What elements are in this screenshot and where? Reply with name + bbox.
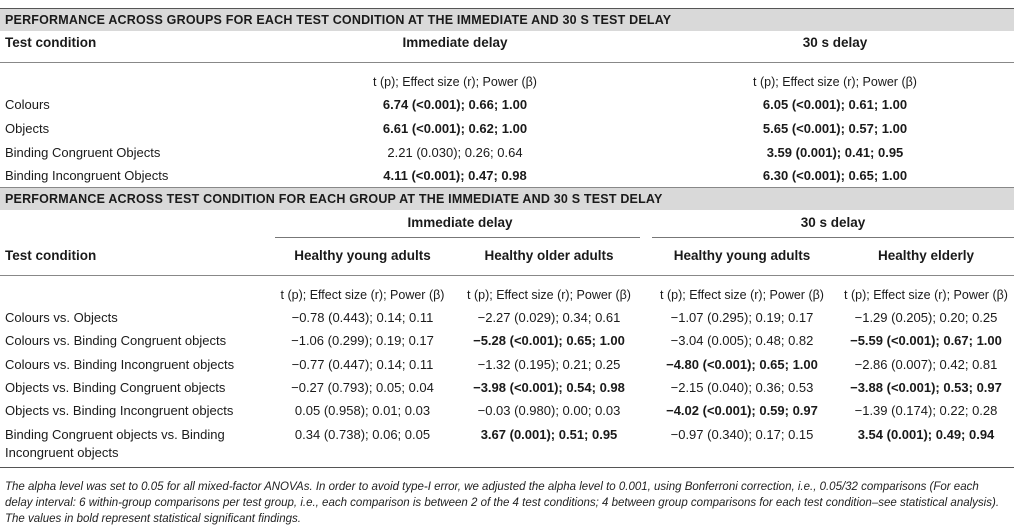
s1-row-30s: 6.05 (<0.001); 0.61; 1.00 [762,97,908,112]
s2-cell: −5.59 (<0.001); 0.67; 1.00 [850,333,1002,348]
s2-cell: −1.32 (0.195); 0.21; 0.25 [477,357,621,372]
s2-cell: 3.67 (0.001); 0.51; 0.95 [480,427,618,442]
s2-row-label: Colours vs. Objects [5,310,118,325]
s2-cell: −0.77 (0.447); 0.14; 0.11 [291,357,434,372]
s2-stat-header: t (p); Effect size (r); Power (β) [844,288,1008,302]
s2-row-label: Objects vs. Binding Congruent objects [5,380,226,395]
s1-row-label: Colours [5,97,50,112]
s2-col-test-condition: Test condition [5,248,97,263]
table-bottom-rule [0,467,1014,468]
s2-group-header: Healthy elderly [877,248,975,263]
s1-row-label: Binding Incongruent Objects [5,168,169,183]
s2-stat-header: t (p); Effect size (r); Power (β) [660,288,824,302]
section1-title: PERFORMANCE ACROSS GROUPS FOR EACH TEST CONDITION AT THE IMMEDIATE AND 30 S TEST DELAY [0,9,1014,31]
s2-cell: 3.54 (0.001); 0.49; 0.94 [857,427,995,442]
s2-header-rule [0,275,1014,276]
s2-row-label: Colours vs. Binding Congruent objects [5,333,227,348]
s1-row-immediate: 2.21 (0.030); 0.26; 0.64 [387,145,523,160]
s2-cell: −5.28 (<0.001); 0.65; 1.00 [473,333,625,348]
s2-cell: −1.39 (0.174); 0.22; 0.28 [854,403,998,418]
s2-cell: 0.05 (0.958); 0.01; 0.03 [294,403,431,418]
s1-col-immediate: Immediate delay [402,35,508,50]
s2-cell: −4.80 (<0.001); 0.65; 1.00 [666,357,818,372]
s2-cell: −2.15 (0.040); 0.36; 0.53 [670,380,814,395]
s2-cell: −3.04 (0.005); 0.48; 0.82 [670,333,814,348]
s1-row-immediate: 6.74 (<0.001); 0.66; 1.00 [382,97,528,112]
s1-stat-header-immediate: t (p); Effect size (r); Power (β) [373,75,537,89]
s2-cell: −2.27 (0.029); 0.34; 0.61 [477,310,621,325]
s2-cell: −4.02 (<0.001); 0.59; 0.97 [666,403,818,418]
s2-row-label-cont: Incongruent objects [5,445,119,460]
s1-row-immediate: 6.61 (<0.001); 0.62; 1.00 [382,121,528,136]
s2-cell: −3.88 (<0.001); 0.53; 0.97 [850,380,1002,395]
s2-cell: −1.06 (0.299); 0.19; 0.17 [291,333,434,348]
s1-row-label: Binding Congruent Objects [5,145,161,160]
s2-row-label: Binding Congruent objects vs. Binding [5,427,225,442]
s2-cell: −3.98 (<0.001); 0.54; 0.98 [473,380,625,395]
s1-header-rule [0,62,1014,63]
s2-col-30s: 30 s delay [800,215,866,230]
s1-row-30s: 6.30 (<0.001); 0.65; 1.00 [762,168,908,183]
s1-col-30s: 30 s delay [802,35,868,50]
s2-30s-span-rule [652,237,1014,238]
s2-row-label: Colours vs. Binding Incongruent objects [5,357,235,372]
s2-cell: −2.86 (0.007); 0.42; 0.81 [854,357,998,372]
s2-group-header: Healthy young adults [673,248,811,263]
s1-row-label: Objects [5,121,50,136]
s1-stat-header-30s: t (p); Effect size (r); Power (β) [753,75,917,89]
s1-row-30s: 5.65 (<0.001); 0.57; 1.00 [762,121,908,136]
s2-cell: −1.07 (0.295); 0.19; 0.17 [670,310,814,325]
table-footnote: The alpha level was set to 0.05 for all mixed-factor ANOVAs. In order to avoid type-I error, we adjusted the alpha level to 0.001, using Bonferroni correction, i.e., 0.05/32 comparisons (For each delay interval: 6 within-group comparisons per test group, i.e., each comparison is between 2 of the 4 test conditions; 4 between group comparisons for each test condition–see statistical analysis). The values in bold represent statistical significant findings. [5,481,1000,525]
s1-col-test-condition: Test condition [5,35,97,50]
s2-group-header: Healthy older adults [484,248,614,263]
s2-cell: −0.27 (0.793); 0.05; 0.04 [291,380,434,395]
s2-stat-header: t (p); Effect size (r); Power (β) [467,288,631,302]
section2-title: PERFORMANCE ACROSS TEST CONDITION FOR EACH GROUP AT THE IMMEDIATE AND 30 S TEST DELAY [0,188,1014,210]
s2-row-label: Objects vs. Binding Incongruent objects [5,403,234,418]
s2-cell: −0.78 (0.443); 0.14; 0.11 [291,310,434,325]
s1-row-30s: 3.59 (0.001); 0.41; 0.95 [766,145,904,160]
s1-row-immediate: 4.11 (<0.001); 0.47; 0.98 [383,168,527,183]
s2-cell: −0.97 (0.340); 0.17; 0.15 [670,427,814,442]
s2-group-header: Healthy young adults [294,248,431,263]
s2-cell: 0.34 (0.738); 0.06; 0.05 [294,427,431,442]
s2-cell: −1.29 (0.205); 0.20; 0.25 [854,310,998,325]
s2-immediate-span-rule [275,237,640,238]
s2-stat-header: t (p); Effect size (r); Power (β) [280,288,445,302]
s2-cell: −0.03 (0.980); 0.00; 0.03 [477,403,621,418]
s2-col-immediate: Immediate delay [407,215,513,230]
